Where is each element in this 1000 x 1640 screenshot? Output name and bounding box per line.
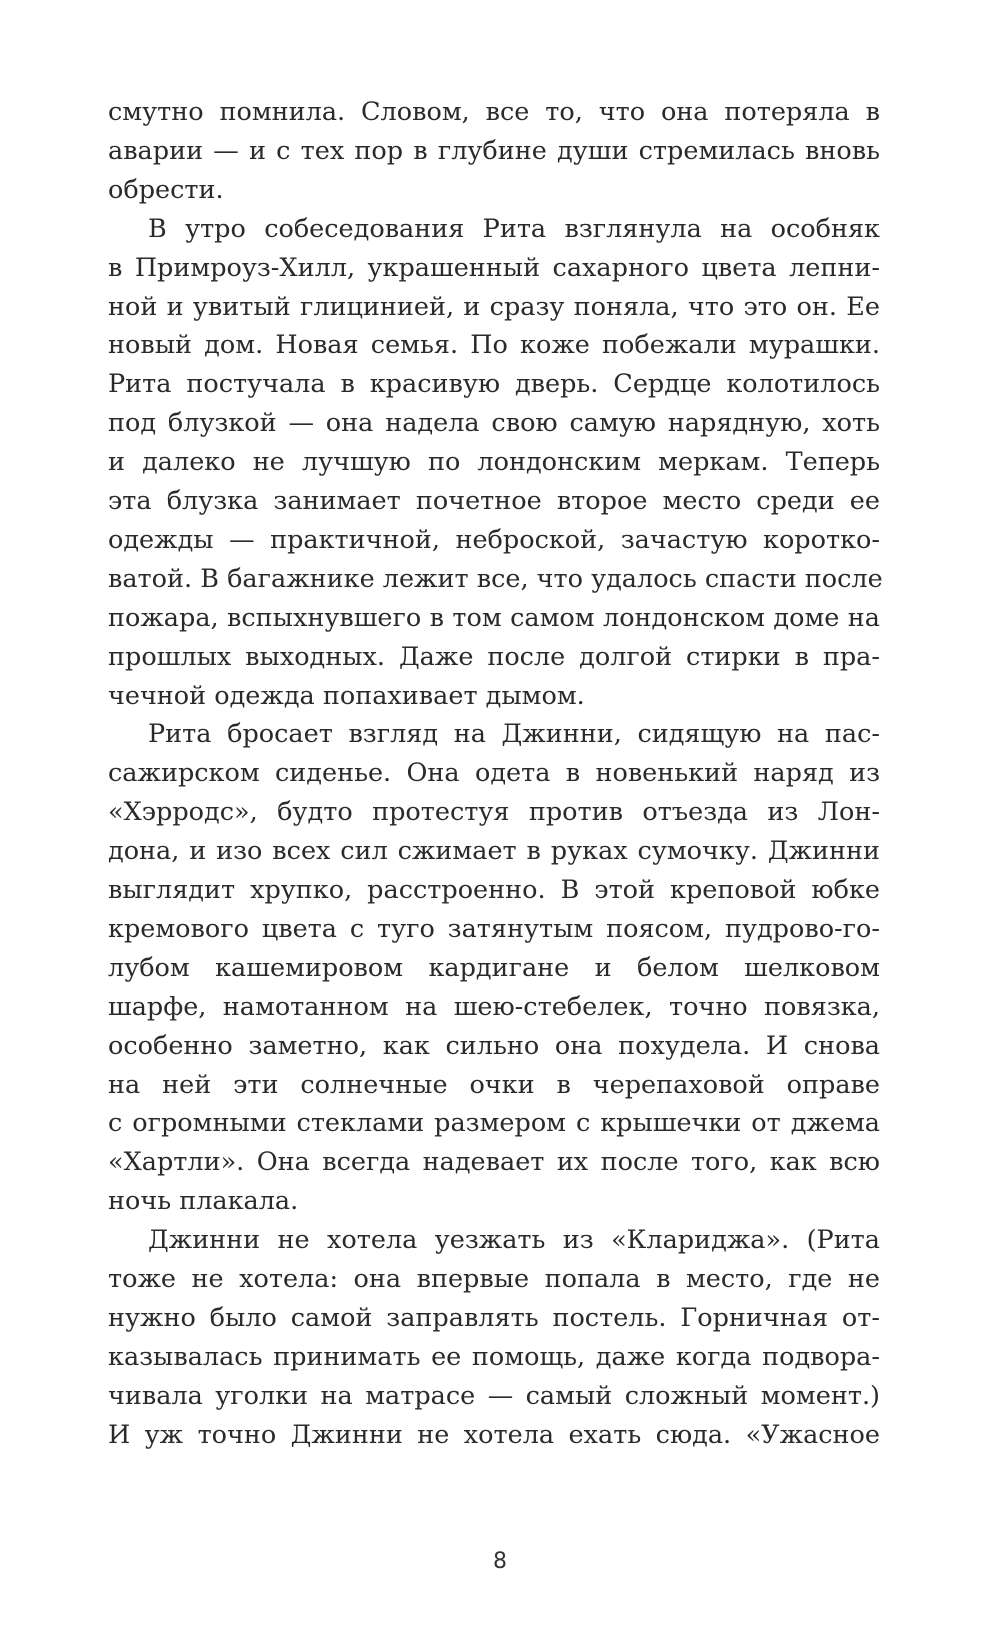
text-line: ватой. В багажнике лежит все, что удалось спасти после bbox=[108, 563, 883, 594]
text-line: «Хартли». Она всегда надевает их после того, как всю bbox=[108, 1147, 880, 1178]
text-line: смутно помнила. Словом, все то, что она потеряла в bbox=[108, 97, 880, 127]
text-line: Джинни не хотела уезжать из «Клариджа». (Рита bbox=[148, 1225, 880, 1256]
text-line: обрести. bbox=[108, 174, 224, 205]
text-line: и далеко не лучшую по лондонским меркам. Теперь bbox=[108, 447, 880, 478]
text-line: кремового цвета с туго затянутым поясом, пудрово-го- bbox=[108, 913, 880, 944]
text-line: «Хэрродс», будто протестуя против отъезда из Лон- bbox=[108, 797, 880, 828]
text-line: Рита бросает взгляд на Джинни, сидящую на пас- bbox=[148, 719, 880, 750]
text-line: эта блузка занимает почетное второе место среди ее bbox=[108, 486, 880, 516]
text-line: ной и увитый глицинией, и сразу поняла, что это он. Ее bbox=[108, 291, 880, 322]
text-line: в Примроуз-Хилл, украшенный сахарного цвета лепни- bbox=[108, 252, 880, 283]
text-line: выглядит хрупко, расстроенно. В этой креповой юбке bbox=[108, 875, 880, 905]
text-line: Рита постучала в красивую дверь. Сердце колотилось bbox=[108, 369, 880, 400]
text-line: новый дом. Новая семья. По коже побежали мурашки. bbox=[108, 330, 880, 361]
text-line: сажирском сиденье. Она одета в новенький наряд из bbox=[108, 758, 880, 789]
text-line: тоже не хотела: она впервые попала в место, где не bbox=[108, 1264, 880, 1294]
text-line: казывалась принимать ее помощь, даже когда подвора- bbox=[108, 1341, 880, 1372]
page-number: 8 bbox=[493, 1549, 507, 1574]
text-line: аварии — и с тех пор в глубине души стремилась вновь bbox=[108, 135, 880, 166]
text-line: под блузкой — она надела свою самую нарядную, хоть bbox=[108, 408, 880, 439]
text-line: особенно заметно, как сильно она похудела. И снова bbox=[108, 1030, 880, 1061]
text-line: лубом кашемировом кардигане и белом шелковом bbox=[108, 952, 880, 983]
text-line: с огромными стеклами размером с крышечки от джема bbox=[108, 1108, 880, 1139]
text-line: И уж точно Джинни не хотела ехать сюда. «Ужасное bbox=[108, 1419, 880, 1450]
text-line: одежды — практичной, неброской, зачастую коротко- bbox=[108, 524, 880, 555]
text-line: шарфе, намотанном на шею-стебелек, точно повязка, bbox=[108, 991, 880, 1022]
text-line: прошлых выходных. Даже после долгой стирки в пра- bbox=[108, 641, 880, 672]
text-line: на ней эти солнечные очки в черепаховой оправе bbox=[108, 1069, 880, 1100]
text-line: нужно было самой заправлять постель. Горничная от- bbox=[108, 1302, 880, 1333]
text-line: чечной одежда попахивает дымом. bbox=[108, 680, 585, 711]
text-line: дона, и изо всех сил сжимает в руках сумочку. Джинни bbox=[108, 836, 880, 867]
text-line: В утро собеседования Рита взглянула на особняк bbox=[148, 213, 880, 244]
text-line: пожара, вспыхнувшего в том самом лондонском доме на bbox=[108, 602, 880, 633]
text-line: ночь плакала. bbox=[108, 1186, 299, 1217]
text-line: чивала уголки на матрасе — самый сложный момент.) bbox=[108, 1380, 880, 1411]
